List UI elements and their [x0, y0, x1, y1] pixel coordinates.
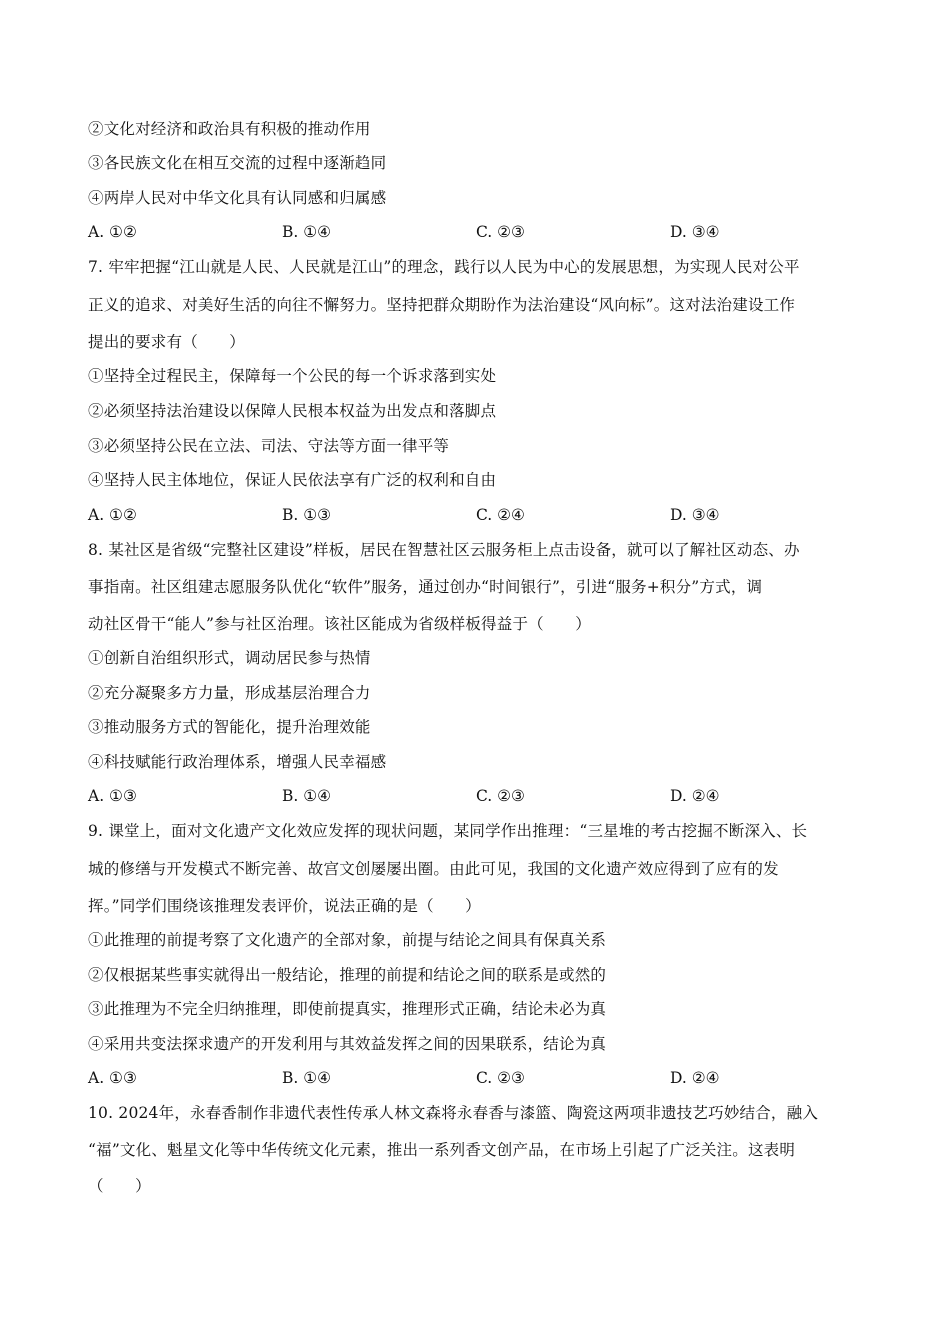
q9-stem-line-3: 挥。”同学们围绕该推理发表评价，说法正确的是（ ）	[88, 897, 481, 915]
q6-statement-3: ③各民族文化在相互交流的过程中逐渐趋同	[88, 154, 387, 172]
q10-stem-line-1: 10. 2024年，永春香制作非遗代表性传承人林文森将永春香与漆篮、陶瓷这两项非遗技艺巧妙结合，融入	[88, 1104, 819, 1122]
q9-statement-2: ②仅根据某些事实就得出一般结论，推理的前提和结论之间的联系是或然的	[88, 966, 607, 984]
q7-option-a: A. ①②	[88, 506, 137, 524]
q8-statement-1: ①创新自治组织形式，调动居民参与热情	[88, 649, 371, 667]
q7-option-c: C. ②④	[476, 506, 525, 524]
q8-stem-line-1: 8. 某社区是省级“完整社区建设”样板，居民在智慧社区云服务柜上点击设备，就可以了解社区动态、办	[88, 541, 800, 559]
q7-stem-line-2: 正义的追求、对美好生活的向往不懈努力。坚持把群众期盼作为法治建设“风向标”。这对法治建设工作	[88, 296, 796, 314]
q7-statement-2: ②必须坚持法治建设以保障人民根本权益为出发点和落脚点	[88, 402, 497, 420]
q6-statement-2: ②文化对经济和政治具有积极的推动作用	[88, 120, 371, 138]
q8-option-a: A. ①③	[88, 787, 137, 805]
q6-option-d: D. ③④	[670, 223, 720, 241]
q7-options	[88, 505, 868, 525]
q7-stem-line-1: 7. 牢牢把握“江山就是人民、人民就是江山”的理念，践行以人民为中心的发展思想，为实现人民对公平	[88, 258, 800, 276]
q9-statement-3: ③此推理为不完全归纳推理，即使前提真实，推理形式正确，结论未必为真	[88, 1000, 607, 1018]
q6-option-b: B. ①④	[282, 223, 332, 241]
q10-stem-line-2: “福”文化、魁星文化等中华传统文化元素，推出一系列香文创产品，在市场上引起了广泛关注。这表明	[88, 1141, 796, 1159]
q9-statement-1: ①此推理的前提考察了文化遗产的全部对象，前提与结论之间具有保真关系	[88, 931, 607, 949]
q8-stem-line-2: 事指南。社区组建志愿服务队优化“软件”服务，通过创办“时间银行”，引进“服务+积分”方式，调	[88, 578, 763, 596]
q9-stem-line-1: 9. 课堂上，面对文化遗产文化效应发挥的现状问题，某同学作出推理：“三星堆的考古挖掘不断深入、长	[88, 822, 808, 840]
q7-stem-line-3: 提出的要求有（ ）	[88, 333, 246, 351]
q9-stem-line-2: 城的修缮与开发模式不断完善、故宫文创屡屡出圈。由此可见，我国的文化遗产效应得到了应有的发	[88, 860, 779, 878]
q9-option-b: B. ①④	[282, 1069, 332, 1087]
q8-statement-2: ②充分凝聚多方力量，形成基层治理合力	[88, 684, 371, 702]
q6-options	[88, 222, 868, 242]
q8-option-c: C. ②③	[476, 787, 525, 805]
q10-stem-line-3: （ ）	[88, 1177, 151, 1195]
q7-statement-3: ③必须坚持公民在立法、司法、守法等方面一律平等	[88, 437, 450, 455]
q8-option-d: D. ②④	[670, 787, 720, 805]
q8-statement-3: ③推动服务方式的智能化，提升治理效能	[88, 718, 371, 736]
q8-options	[88, 786, 868, 806]
q9-options	[88, 1068, 868, 1088]
q7-statement-4: ④坚持人民主体地位，保证人民依法享有广泛的权利和自由	[88, 471, 497, 489]
q7-statement-1: ①坚持全过程民主，保障每一个公民的每一个诉求落到实处	[88, 367, 497, 385]
q9-option-c: C. ②③	[476, 1069, 525, 1087]
q6-option-c: C. ②③	[476, 223, 525, 241]
q9-option-a: A. ①③	[88, 1069, 137, 1087]
q9-option-d: D. ②④	[670, 1069, 720, 1087]
q7-option-b: B. ①③	[282, 506, 332, 524]
q6-option-a: A. ①②	[88, 223, 137, 241]
q8-stem-line-3: 动社区骨干“能人”参与社区治理。该社区能成为省级样板得益于（ ）	[88, 615, 591, 633]
q9-statement-4: ④采用共变法探求遗产的开发利用与其效益发挥之间的因果联系，结论为真	[88, 1035, 607, 1053]
q8-statement-4: ④科技赋能行政治理体系，增强人民幸福感	[88, 753, 387, 771]
q8-option-b: B. ①④	[282, 787, 332, 805]
q6-statement-4: ④两岸人民对中华文化具有认同感和归属感	[88, 189, 387, 207]
q7-option-d: D. ③④	[670, 506, 720, 524]
